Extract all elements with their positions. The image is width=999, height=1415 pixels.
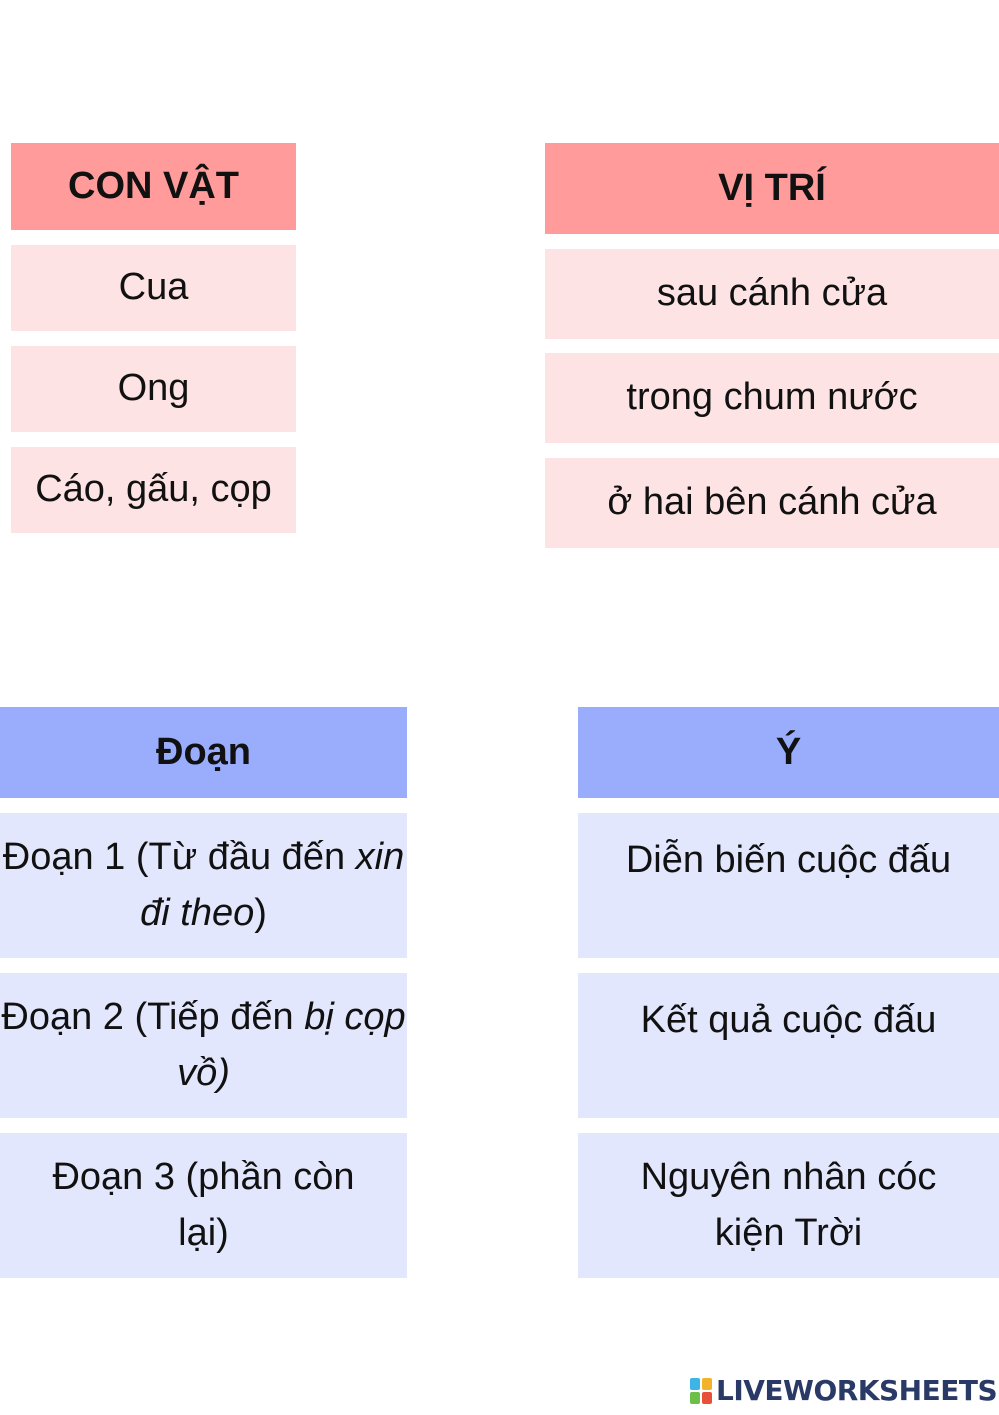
section-item-2[interactable]	[0, 973, 407, 1118]
position-item-2[interactable]	[545, 353, 999, 443]
header-doan	[0, 707, 407, 798]
position-item-2-label: trong chum nước	[626, 376, 918, 419]
liveworksheets-logo	[690, 1374, 997, 1407]
position-item-3[interactable]	[545, 458, 999, 548]
liveworksheets-logo-text: LIVEWORKSHEETS	[716, 1374, 998, 1407]
animal-item-2[interactable]	[11, 346, 296, 432]
section-item-2-label: Đoạn 2 (Tiếp đến bị cọp vồ)	[1, 996, 406, 1094]
header-y	[578, 707, 999, 798]
position-item-3-label: ở hai bên cánh cửa	[607, 481, 937, 524]
animal-item-2-label: Ong	[117, 367, 190, 410]
idea-item-3-label: Nguyên nhân cóc kiện Trời	[640, 1156, 937, 1254]
idea-item-2-label: Kết quả cuộc đấu	[640, 999, 937, 1041]
header-vi-tri-label: VỊ TRÍ	[718, 166, 826, 209]
animal-item-1[interactable]	[11, 245, 296, 331]
header-con-vat	[11, 143, 296, 230]
header-y-label: Ý	[775, 730, 802, 773]
section-item-3-label: Đoạn 3 (phần còn lại)	[52, 1156, 355, 1254]
position-item-1-label: sau cánh cửa	[656, 272, 888, 315]
section-item-1-label: Đoạn 1 (Từ đầu đến xin đi theo)	[2, 836, 405, 934]
idea-item-3[interactable]	[578, 1133, 999, 1278]
animal-item-3[interactable]	[11, 447, 296, 533]
header-con-vat-label: CON VẬT	[68, 164, 239, 207]
header-doan-label: Đoạn	[156, 730, 251, 773]
liveworksheets-logo-icon	[690, 1378, 712, 1404]
position-item-1[interactable]	[545, 249, 999, 339]
idea-item-1-label: Diễn biến cuộc đấu	[625, 839, 952, 881]
section-item-3[interactable]	[0, 1133, 407, 1278]
header-vi-tri	[545, 143, 999, 234]
animal-item-3-label: Cáo, gấu, cọp	[35, 468, 272, 511]
animal-item-1-label: Cua	[118, 266, 189, 309]
idea-item-2[interactable]	[578, 973, 999, 1118]
section-item-1[interactable]	[0, 813, 407, 958]
idea-item-1[interactable]	[578, 813, 999, 958]
